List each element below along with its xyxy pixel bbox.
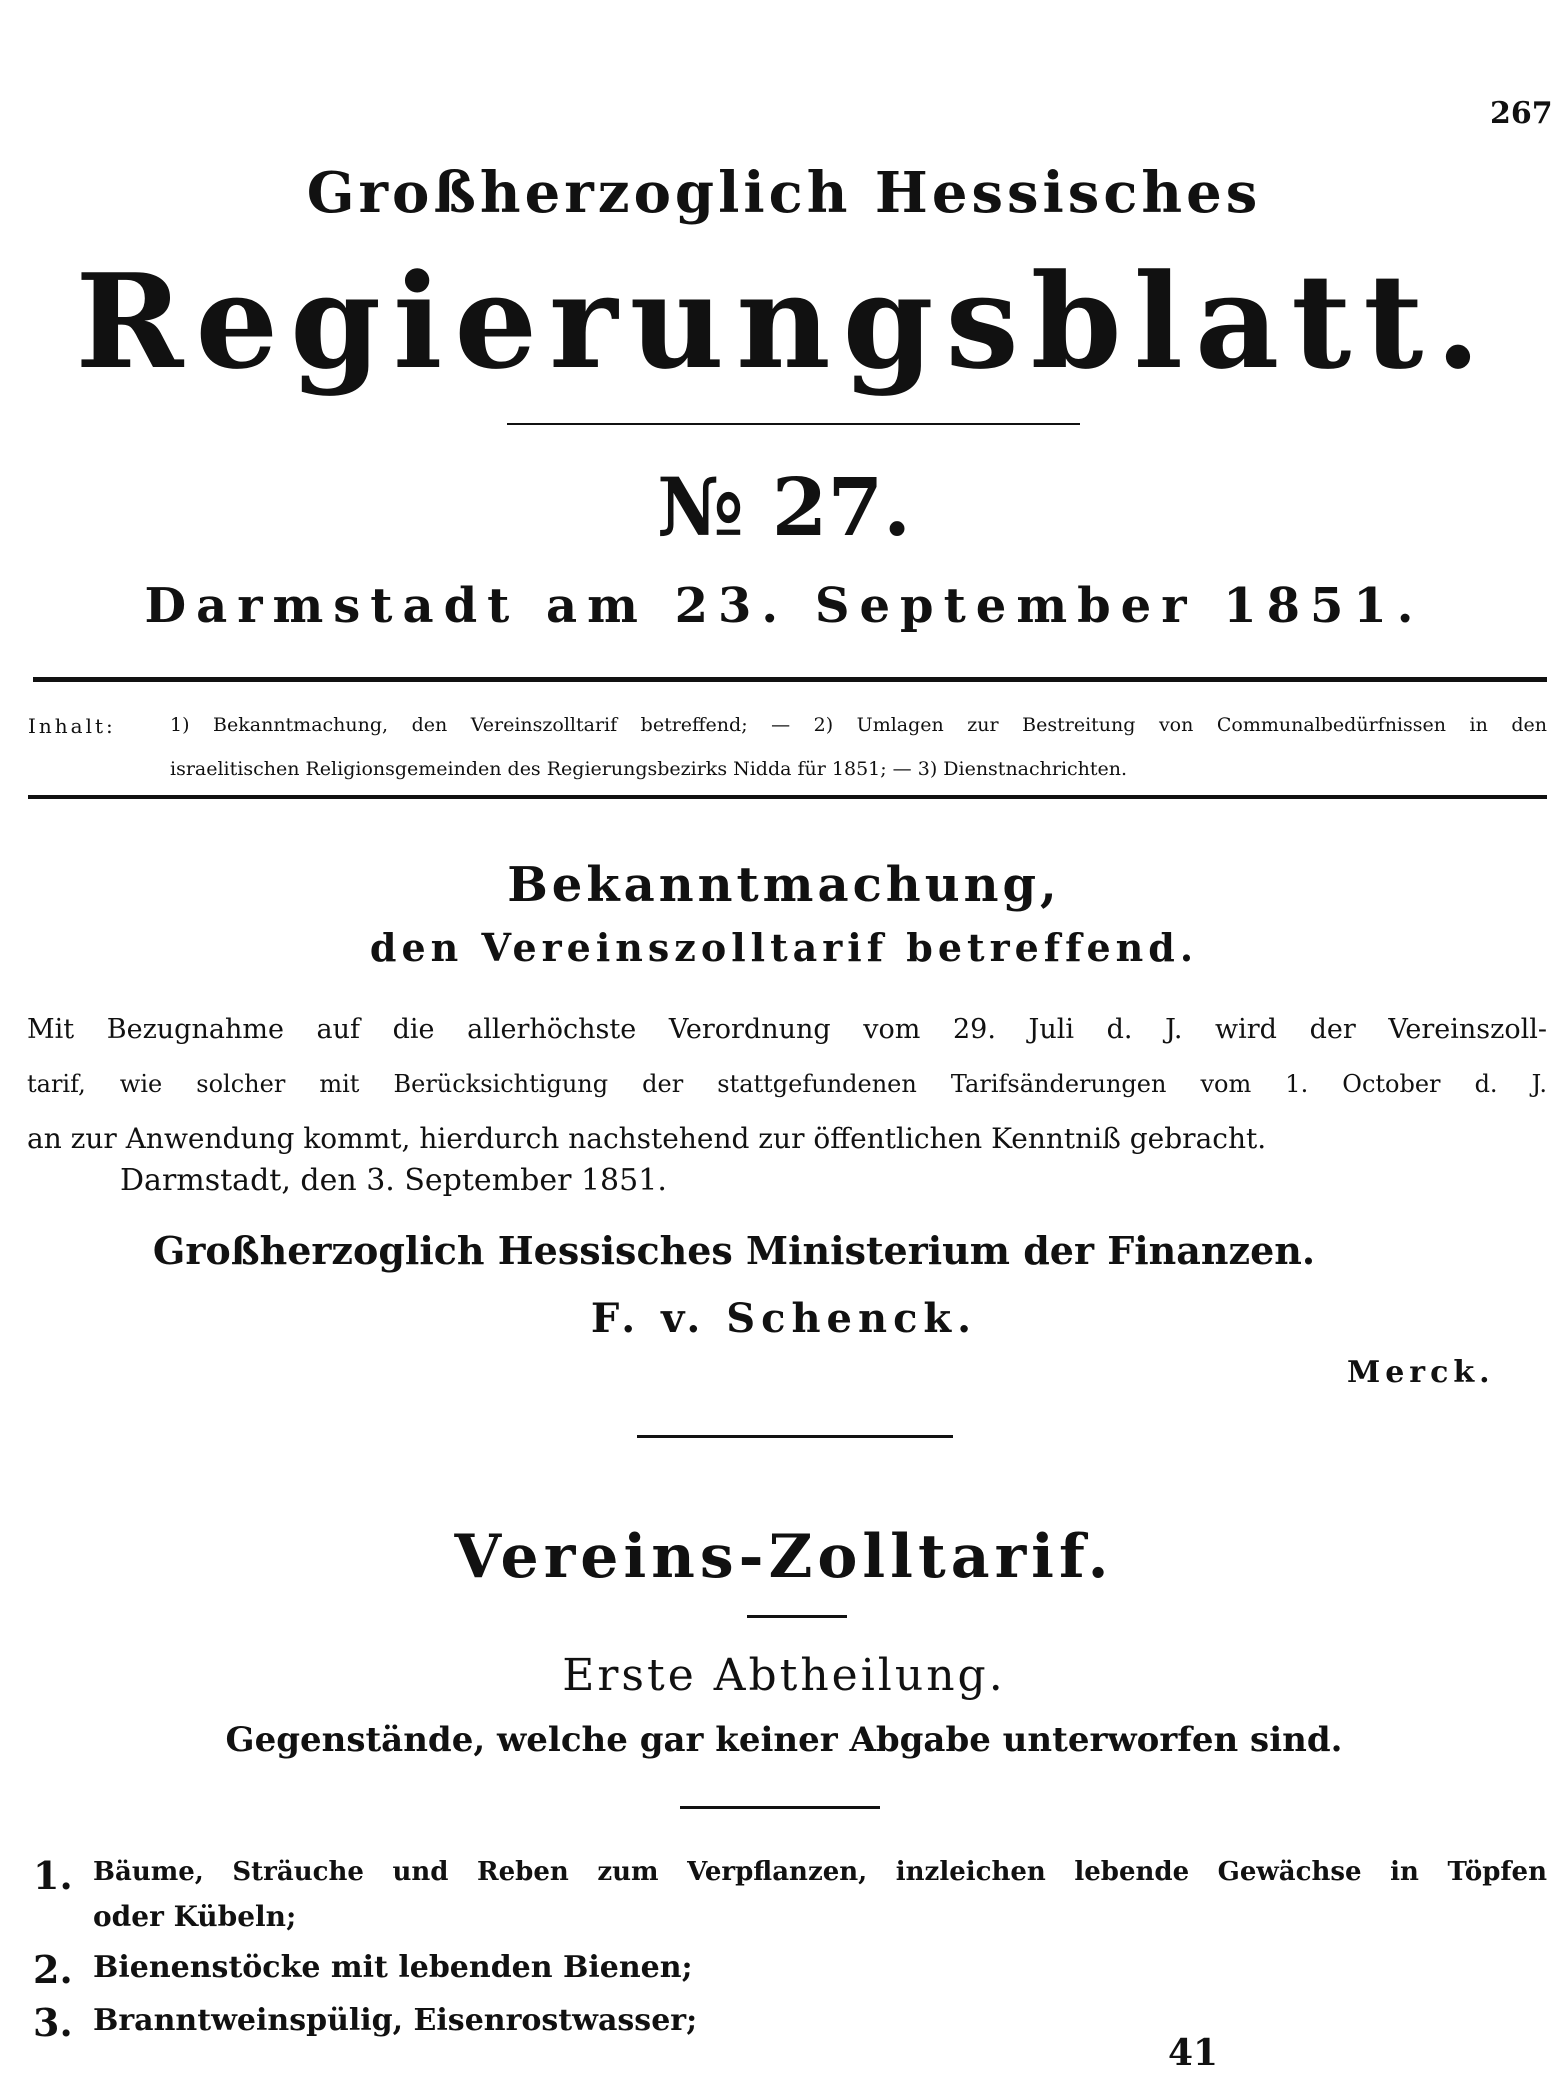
item-text: Bienenstöcke mit lebenden Bienen; xyxy=(93,1950,693,1985)
issuing-authority: Großherzoglich Hessisches Ministerium der Finanzen. xyxy=(152,1228,1316,1273)
item-number: 1. xyxy=(33,1853,73,1898)
contents-line: 1) Bekanntmachung, den Vereinszolltarif betreffend; — 2) Umlagen zur Bestreitung von Communalbedürfnissen in den xyxy=(170,714,1547,736)
item-text: Bäume, Sträuche und Reben zum Verpflanzen, inzleichen lebende Gewächse in Töpfen xyxy=(93,1857,1547,1887)
dateline: Darmstadt am 23. September 1851. xyxy=(144,578,1424,634)
masthead-subtitle: Großherzoglich Hessisches xyxy=(306,160,1262,226)
masthead-title: Regierungsblatt. xyxy=(75,245,1493,398)
divider xyxy=(680,1806,880,1809)
divider xyxy=(507,423,1080,425)
body-line: Mit Bezugnahme auf die allerhöchste Verordnung vom 29. Juli d. J. wird der Vereinszoll- xyxy=(27,1014,1547,1045)
section-heading: Erste Abtheilung. xyxy=(562,1650,1006,1701)
countersignature: Merck. xyxy=(1347,1355,1495,1390)
contents-label: Inhalt: xyxy=(28,714,116,738)
divider xyxy=(28,795,1547,799)
place-date: Darmstadt, den 3. September 1851. xyxy=(120,1163,667,1198)
item-number: 3. xyxy=(33,2000,73,2045)
item-text-continued: oder Kübeln; xyxy=(93,1900,297,1933)
contents-line: israelitischen Religionsgemeinden des Regierungsbezirks Nidda für 1851; — 3) Dienstnachrichten. xyxy=(170,758,1128,780)
divider xyxy=(747,1615,847,1618)
tariff-title: Vereins-Zolltarif. xyxy=(454,1522,1114,1592)
issue-number: № 27. xyxy=(657,460,911,554)
body-line: an zur Anwendung kommt, hierdurch nachstehend zur öffentlichen Kenntniß gebracht. xyxy=(27,1122,1267,1155)
divider xyxy=(33,677,1547,682)
section-description: Gegenstände, welche gar keiner Abgabe unterworfen sind. xyxy=(225,1720,1343,1760)
announcement-subheading: den Vereinszolltarif betreffend. xyxy=(369,925,1199,970)
body-line: tarif, wie solcher mit Berücksichtigung der stattgefundenen Tarifsänderungen vom 1. October d. J. xyxy=(27,1070,1547,1098)
announcement-heading: Bekanntmachung, xyxy=(507,857,1061,913)
signature-mark: 41 xyxy=(1168,2032,1219,2074)
item-text: Branntweinspülig, Eisenrostwasser; xyxy=(93,2003,698,2038)
item-number: 2. xyxy=(33,1947,73,1992)
divider xyxy=(637,1435,953,1438)
page-number: 267 xyxy=(1490,96,1553,131)
signatory: F. v. Schenck. xyxy=(590,1295,978,1342)
